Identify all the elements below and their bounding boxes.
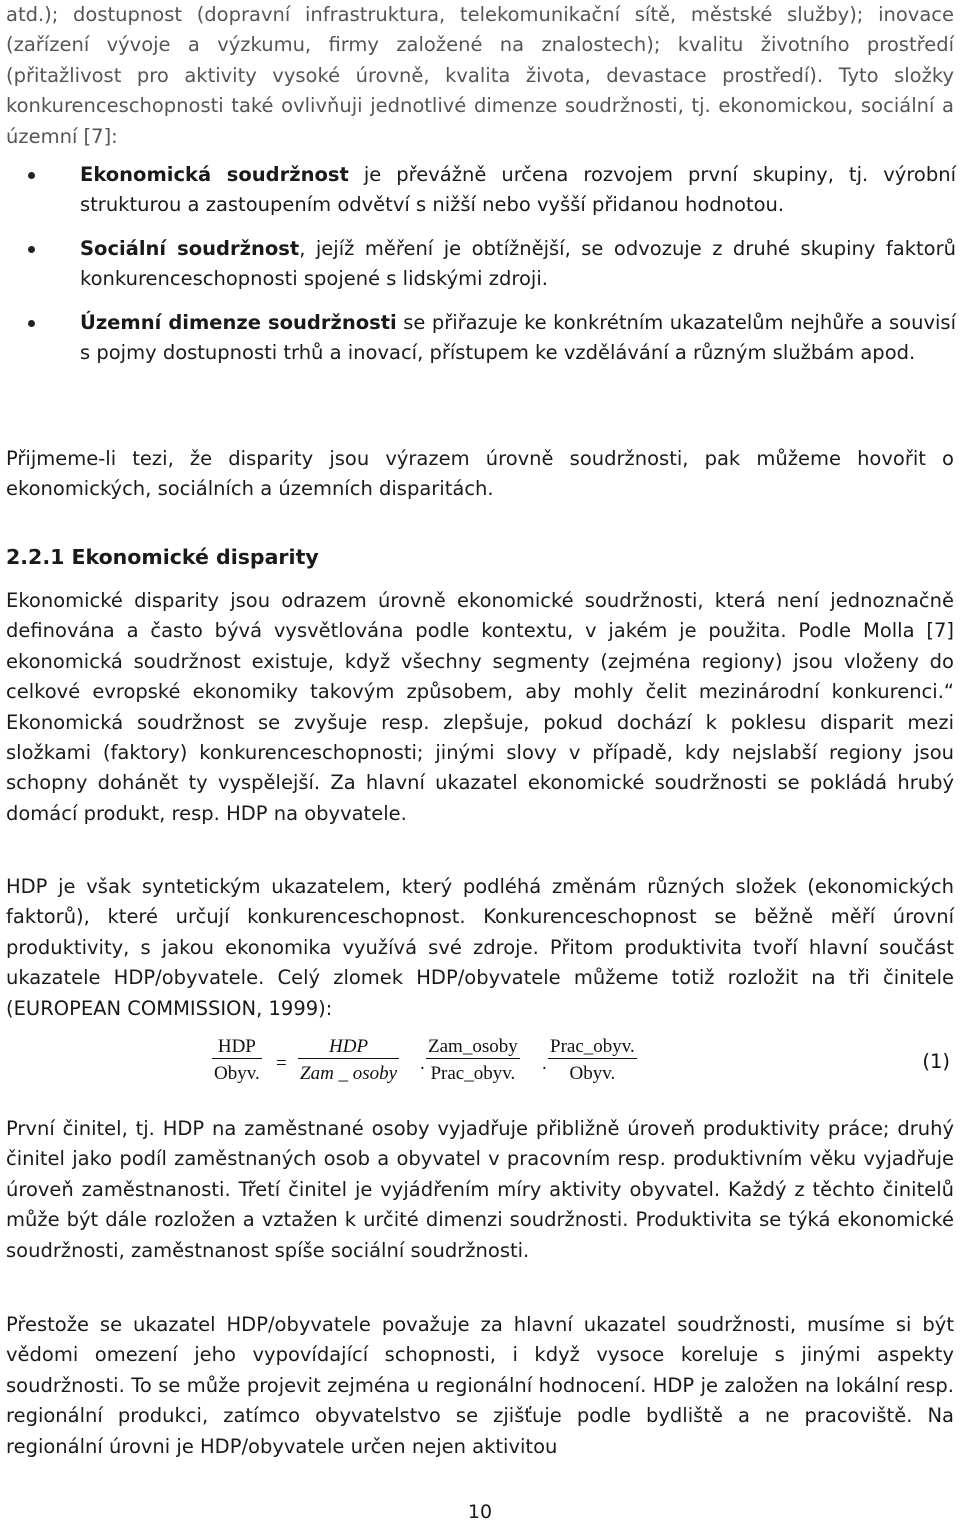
list-item-text: , jejíž měření je obtížnější, se odvozuje z druhé skupiny faktorů konkurenceschopnosti spojené s lidskými zdroji.: [80, 236, 956, 291]
lhs-denominator: Obyv.: [212, 1058, 262, 1085]
productivity-numerator: HDP: [329, 1036, 369, 1057]
list-item-term: Územní dimenze soudržnosti: [80, 310, 397, 334]
list-item-text: se přiřazuje ke konkrétním ukazatelům nejhůře a souvisí s pojmy dostupnosti trhů a inovací, přístupem ke vzdělávání a různým službám apod.: [80, 310, 957, 365]
multiply-dot: .: [420, 1053, 425, 1074]
list-item-term: Sociální soudržnost: [80, 236, 300, 260]
page-number: 10: [467, 1501, 493, 1523]
activity-numerator: Prac_obyv.: [550, 1036, 635, 1057]
lhs-fraction: [212, 1036, 262, 1085]
productivity-denominator: Zam _ osoby: [298, 1058, 399, 1085]
list-item-term: Ekonomická soudržnost: [80, 163, 349, 186]
intro-paragraph: atd.); dostupnost (dopravní infrastruktura, telekomunikační sítě, městské služby); inovace (zařízení vývoje a výzkumu, firmy založené na znalostech); kvalitu životního prostředí (přitažlivost pro aktivity vysoké úrovně, kvalita života, devastace prostředí). Tyto složky konkurenceschopnosti také ovlivňuji jednotlivé dimenze soudržnosti, tj. ekonomickou, sociální a územní [7]:: [6, 3, 954, 148]
activity-denominator: Obyv.: [548, 1058, 637, 1085]
activity-fraction: [548, 1036, 637, 1085]
hdp-paragraph: HDP je však syntetickým ukazatelem, který podléhá změnám různých složek (ekonomických faktorů), které určují konkurenceschopnost. Konkurenceschopnost se běžně měří úrovní produktivity, s jakou ekonomika využívá své zdroje. Přitom produktivita tvoří hlavní součást ukazatele HDP/obyvatele. Celý zlomek HDP/obyvatele můžeme totiž rozložit na tři činitele (EUROPEAN COMMISSION, 1999):: [6, 875, 954, 1020]
employment-fraction: [426, 1036, 520, 1085]
equals-sign: =: [276, 1053, 287, 1074]
productivity-fraction: [298, 1036, 399, 1085]
equation-number: (1): [922, 1050, 950, 1073]
employment-denominator: Prac_obyv.: [426, 1058, 520, 1085]
limitations-paragraph: Přestože se ukazatel HDP/obyvatele považuje za hlavní ukazatel soudržnosti, musíme si být vědomi omezení jeho vypovídající schopnosti, i když vysoce koreluje s jinými aspekty soudržnosti. To se může projevit zejména u regionální hodnocení. HDP je založen na lokální resp. regionální produkci, zatímco obyvatelstvo se zjišťuje podle bydliště a ne pracoviště. Na regionální úrovni je HDP/obyvatele určen nejen aktivitou: [6, 1313, 954, 1458]
section-heading: 2.2.1 Ekonomické disparity: [6, 545, 319, 569]
employment-numerator: Zam_osoby: [428, 1036, 518, 1057]
lhs-numerator: HDP: [217, 1036, 256, 1057]
list-item: [80, 308, 956, 369]
first-factor-paragraph: První činitel, tj. HDP na zaměstnané osoby vyjadřuje přibližně úroveň produktivity práce; druhý činitel jako podíl zaměstnaných osob a obyvatel v pracovním resp. produktivním věku vyjadřuje úroveň zaměstnanosti. Třetí činitel je vyjádřením míry aktivity obyvatel. Každý z těchto činitelů může být dále rozložen a vztažen k určité dimenzi soudržnosti. Produktivita se týká ekonomické soudržnosti, zaměstnanost spíše sociální soudržnosti.: [6, 1117, 954, 1262]
list-item: [80, 160, 956, 221]
list-item: [80, 234, 956, 295]
cohesion-dimensions-list: [80, 160, 956, 381]
hdp-decomposition-equation: [212, 1036, 956, 1100]
list-item-text: je převážně určena rozvojem první skupiny, tj. výrobní strukturou a zastoupením odvětví s nižší nebo vyšší přidanou hodnotou.: [80, 163, 956, 217]
economic-disparities-paragraph: Ekonomické disparity jsou odrazem úrovně ekonomické soudržnosti, která není jednoznačně definována a často bývá vysvětlována podle kontextu, v jakém je použita. Podle Molla [7] ekonomická soudržnost existuje, když všechny segmenty (zejména regiony) jsou vloženy do celkové evropské ekonomiky takovým způsobem, aby mohly čelit mezinárodní konkurenci.“ Ekonomická soudržnost se zvyšuje resp. zlepšuje, pokud dochází k poklesu disparit mezi složkami (faktory) konkurenceschopnosti; jinými slovy v případě, kdy nejslabší regiony jsou schopny dohánět ty vyspělejší. Za hlavní ukazatel ekonomické soudržnosti se pokládá hrubý domácí produkt, resp. HDP na obyvatele.: [6, 589, 954, 825]
multiply-dot: .: [542, 1053, 547, 1074]
thesis-paragraph: Přijmeme-li tezi, že disparity jsou výrazem úrovně soudržnosti, pak můžeme hovořit o ekonomických, sociálních a územních disparitách.: [6, 447, 954, 501]
